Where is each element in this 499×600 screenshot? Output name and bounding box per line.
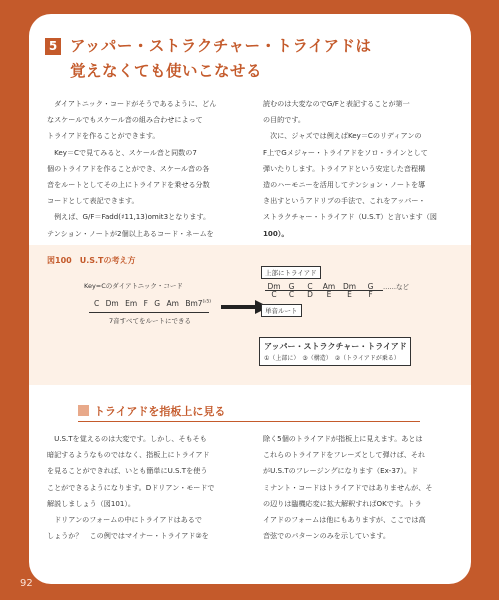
- page-number: 92: [20, 578, 33, 589]
- text-line: ミナント・コードはトライアドではありませんが、そ: [263, 482, 433, 492]
- root-note: C: [288, 290, 295, 299]
- root-note-label: 単音ルート: [261, 304, 302, 317]
- ust-definition-box: [259, 337, 411, 366]
- root-note-chords: [266, 290, 381, 299]
- text-line: き出すというアドリブの手法で、これをアッパー・: [263, 196, 426, 206]
- chord-name: C: [94, 299, 100, 308]
- text-line: を見ることができれば、いとも簡単にU.S.Tを使う: [47, 466, 208, 476]
- diatonic-chord-list: [94, 299, 211, 308]
- chord-name: C: [307, 282, 313, 291]
- chord-name: G: [288, 282, 295, 291]
- subsection-left-column: [47, 431, 214, 544]
- chord-name: Dm: [105, 299, 119, 308]
- root-note: F: [368, 290, 373, 299]
- text-line: ドリアンのフォームの中にトライアドはあるで: [47, 515, 202, 525]
- text-line: 暗記するようなものではなく、指板上にトライアド: [47, 450, 210, 460]
- chord-name: Am: [322, 282, 336, 291]
- text-line: 読むのは大変なのでG/Fと表記することが第一: [263, 99, 410, 108]
- chord-name: Bm7: [185, 299, 203, 308]
- figure-title: 図100 U.S.Tの考え方: [47, 256, 136, 265]
- text-line: の目的です。: [263, 115, 305, 125]
- text-line: トライアドを作ることができます。: [47, 131, 160, 141]
- chord-name: G: [154, 299, 161, 308]
- text-line: 解説しましょう（図101）。: [47, 498, 136, 508]
- intro-left-column: [47, 96, 216, 242]
- text-line: がU.S.Tのフレージングになります（Ex-37）。ド: [263, 466, 419, 476]
- text-line: テンション・ノートが2個以上あるコード・ネームを: [47, 228, 214, 238]
- text-line: 音弦でのパターンのみを示しています。: [263, 531, 390, 541]
- text-line: ストラクチャー・トライアド（U.S.T）と言います（図: [263, 212, 437, 222]
- text-line: Key＝Cで見てみると、スケール音と同数の7: [47, 147, 197, 157]
- section-title-line1: アッパー・ストラクチャー・トライアドは: [70, 37, 372, 55]
- chord-name: Dm: [267, 282, 281, 291]
- figure-note: 7音すべてをルートにできる: [109, 317, 192, 325]
- subsection-right-column: [263, 431, 432, 544]
- figure-100: [29, 245, 471, 385]
- chord-name: Dm: [342, 282, 357, 291]
- text-line: コードとして表記できます。: [47, 196, 139, 206]
- figure-key-label: Key=Cのダイアトニック・コード: [84, 282, 183, 290]
- text-line: イアドのフォームは他にもありますが、ここでは高: [263, 515, 426, 525]
- subsection-title: トライアドを指板上に見る: [94, 405, 226, 418]
- chord-name-last: [185, 299, 211, 308]
- text-line: ことができるようになります。Dドリアン・モードで: [47, 482, 215, 492]
- chord-name: Am: [166, 299, 179, 308]
- chord-name: Em: [125, 299, 138, 308]
- text-line: 造のハーモニーを活用してテンション・ノートを導: [263, 180, 426, 190]
- section-number-badge: 5: [45, 38, 61, 55]
- text-line: これらのトライアドをフレーズとして弾けば、それ: [263, 450, 426, 460]
- root-note: E: [326, 290, 332, 299]
- root-note: D: [307, 290, 313, 299]
- text-line: なスケールでもスケール音の組み合わせによって: [47, 115, 203, 125]
- text-line: 弾いたりします。トライアドという安定した音程構: [263, 163, 426, 173]
- text-line: しょうか？ この例ではマイナー・トライアド②を: [47, 531, 209, 541]
- chord-name: G: [367, 282, 374, 291]
- text-line: 次に、ジャズでは例えばKey＝Cのリディアンの: [263, 131, 422, 141]
- chord-underline: [89, 312, 209, 313]
- ust-legend: ①（上部に） ③（構造） ②（トライアドが乗る）: [264, 355, 400, 362]
- text-line: F上でGメジャー・トライアドをソロ・ラインとして: [263, 147, 428, 157]
- root-note: C: [271, 290, 277, 299]
- text-line: 100）。: [263, 228, 289, 238]
- text-line: の辺りは臨機応変に拡大解釈すればOKです。トラ: [263, 498, 422, 508]
- chord-alteration: (♭5): [202, 299, 212, 305]
- text-line: 個のトライアドを作ることができ、スケール音の各: [47, 163, 210, 173]
- ust-title: アッパー・ストラクチャー・トライアド: [264, 342, 407, 351]
- upper-triad-label: 上部にトライアド: [261, 266, 321, 279]
- subsection-divider: [78, 421, 420, 422]
- text-line: 例えば、G/F＝Fadd(♯11,13)omit3となります。: [47, 212, 211, 222]
- text-line: 音をルートとしてその上にトライアドを乗せる分数: [47, 180, 210, 190]
- root-note: E: [347, 290, 352, 299]
- etc-text: ……など: [383, 283, 409, 291]
- square-bullet-icon: [78, 405, 89, 416]
- text-line: 除く5個のトライアドが指板上に見えます。あとは: [263, 434, 423, 443]
- text-line: ダイアトニック・コードがそうであるように、どん: [47, 99, 217, 108]
- chord-name: F: [143, 299, 148, 308]
- intro-right-column: [263, 96, 437, 242]
- text-line: U.S.Tを覚えるのは大変です。しかし、そもそも: [47, 434, 207, 443]
- section-title-line2: 覚えなくても使いこなせる: [70, 62, 263, 80]
